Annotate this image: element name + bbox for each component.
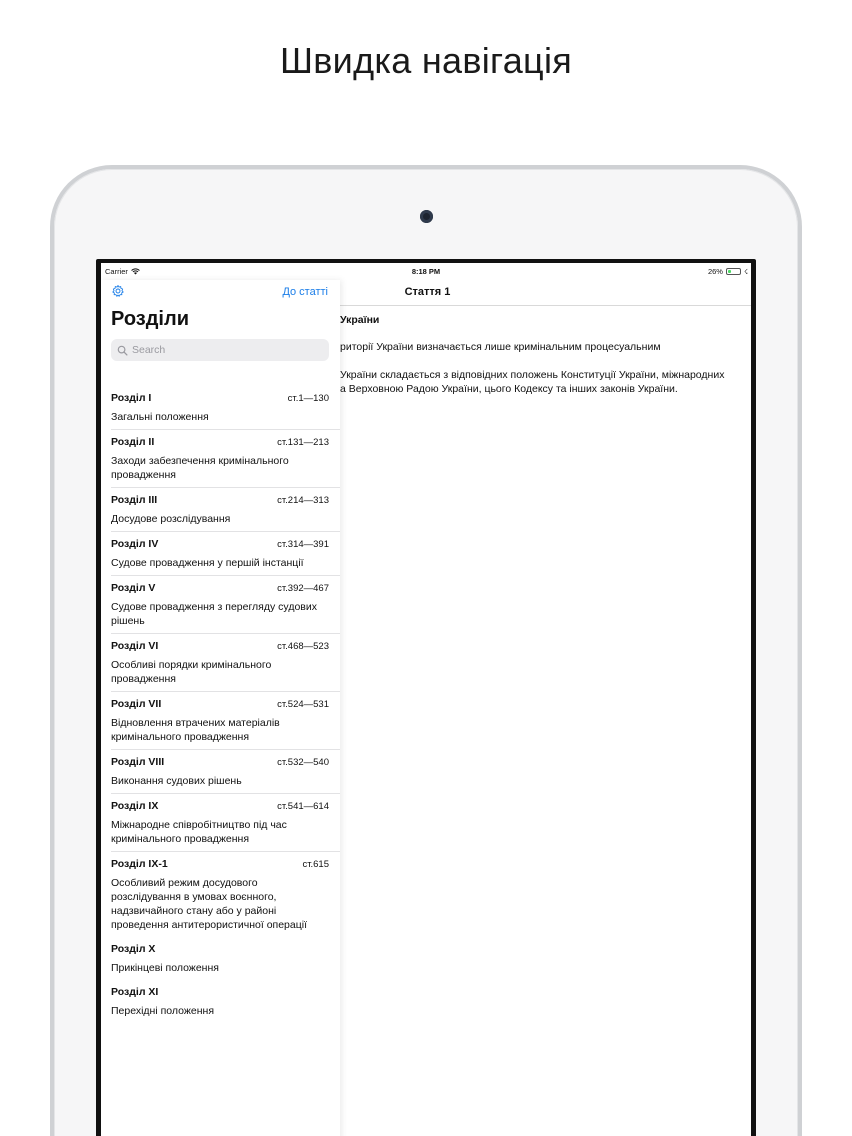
search-input[interactable] [132,344,322,356]
section-description: Прикінцеві положення [111,962,219,974]
section-name: Розділ IX [111,800,159,812]
article-paragraph: а Верховною Радою України, цього Кодексу та інших законів України. [340,383,678,395]
section-range: ст.468—523 [277,641,329,652]
list-item[interactable] [111,750,340,794]
section-range: ст.392—467 [277,583,329,594]
section-name: Розділ III [111,494,158,506]
front-camera [420,210,433,223]
section-description: Особливі порядки кримінального провадження [111,659,272,685]
section-name: Розділ X [111,943,156,955]
section-description: Міжнародне співробітництво під час кримінального провадження [111,819,287,845]
list-item[interactable] [111,488,340,532]
section-name: Розділ VII [111,698,162,710]
status-bar [101,263,751,280]
gear-icon[interactable] [111,284,125,298]
section-name: Розділ XI [111,986,159,998]
list-item[interactable] [111,430,340,488]
list-item[interactable] [111,852,340,937]
article-heading: України [340,314,380,326]
search-icon [117,345,128,356]
article-pane [340,280,751,1136]
list-item[interactable] [111,634,340,692]
carrier-label: Carrier [105,267,128,276]
list-item[interactable] [111,386,340,430]
section-name: Розділ IV [111,538,159,550]
section-description: Судове провадження у першій інстанції [111,557,304,569]
section-description: Судове провадження з перегляду судових рішень [111,601,317,627]
section-range: ст.615 [302,859,329,870]
status-time: 8:18 PM [411,267,441,276]
sidebar-nav-bar [101,280,340,306]
battery-icon [726,268,741,275]
section-name: Розділ II [111,436,155,448]
section-range: ст.1—130 [287,393,329,404]
article-body [340,313,751,410]
section-name: Розділ VI [111,640,159,652]
section-range: ст.214—313 [277,495,329,506]
section-description: Заходи забезпечення кримінального провадження [111,455,289,481]
list-item[interactable] [111,692,340,750]
list-item[interactable] [111,532,340,576]
article-paragraph: риторії України визначається лише кримінальним процесуальним [340,341,661,353]
section-name: Розділ VIII [111,756,165,768]
list-item[interactable] [111,980,340,1023]
battery-level [728,270,731,273]
list-item[interactable] [111,576,340,634]
section-description: Досудове розслідування [111,513,231,525]
charging-icon: ☇ [743,268,748,276]
list-item[interactable] [111,794,340,852]
section-range: ст.314—391 [277,539,329,550]
article-title: Стаття 1 [404,286,451,298]
article-nav-bar [340,280,751,306]
section-description: Перехідні положення [111,1005,215,1017]
promo-headline: Швидка навігація [279,40,573,81]
search-bar[interactable] [111,339,329,361]
section-description: Відновлення втрачених матеріалів кримінального провадження [111,717,280,743]
battery-percent: 26% [707,267,723,276]
sections-list [111,386,340,1023]
article-paragraph: України складається з відповідних положень Конституції України, міжнародних [340,369,725,381]
sidebar-title: Розділи [111,308,189,330]
section-name: Розділ IX-1 [111,858,168,870]
section-description: Виконання судових рішень [111,775,242,787]
to-article-button[interactable]: До статті [282,286,328,298]
section-range: ст.532—540 [277,757,329,768]
list-item[interactable] [111,937,340,980]
section-range: ст.524—531 [277,699,329,710]
section-range: ст.131—213 [277,437,329,448]
section-range: ст.541—614 [277,801,329,812]
section-name: Розділ V [111,582,156,594]
sections-sidebar [101,280,340,1136]
app-screen [101,263,751,1136]
section-description: Загальні положення [111,411,209,423]
section-description: Особливий режим досудового розслідування в умовах воєнного, надзвичайного стану або у районі проведення антитерористичної операції [111,877,308,931]
section-name: Розділ I [111,392,152,404]
